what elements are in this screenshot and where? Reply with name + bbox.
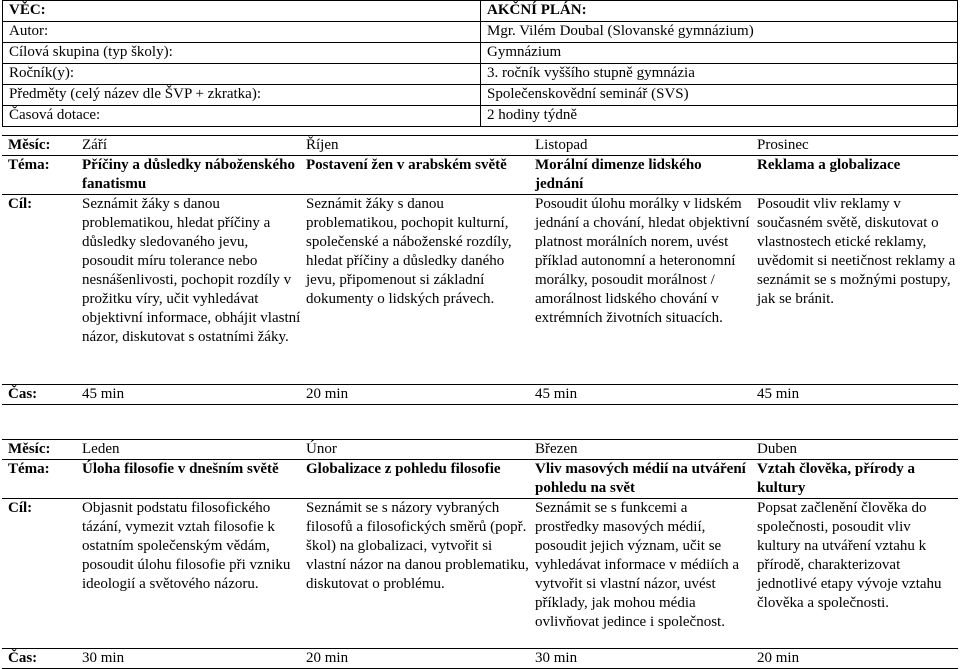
- topic-cell: Morální dimenze lidského jednání: [533, 156, 755, 195]
- header-label: Předměty (celý název dle ŠVP + zkratka):: [3, 85, 481, 106]
- month-cell: Říjen: [304, 136, 533, 156]
- time-cell: 20 min: [755, 649, 958, 669]
- month-cell: Září: [78, 136, 304, 156]
- topic-cell: Vztah člověka, přírody a kultury: [755, 460, 958, 499]
- goal-cell: Seznámit žáky s danou problematikou, pochopit kulturní, společenské a náboženské rozdíly, hledat příčiny a důsledky daného jevu, připomenout si základní dokumenty o lidských právech.: [304, 195, 533, 385]
- header-value: Gymnázium: [481, 43, 958, 64]
- time-label: Čas:: [2, 649, 78, 669]
- time-cell: 20 min: [304, 385, 533, 405]
- goal-label: Cíl:: [2, 499, 78, 649]
- topic-row: [2, 460, 958, 499]
- header-value: AKČNÍ PLÁN:: [481, 1, 958, 22]
- topic-cell: Globalizace z pohledu filosofie: [304, 460, 533, 499]
- topic-cell: Postavení žen v arabském světě: [304, 156, 533, 195]
- topic-cell: Úloha filosofie v dnešním světě: [78, 460, 304, 499]
- goal-cell: Seznámit se s názory vybraných filosofů a filosofických směrů (popř. škol) na globalizaci, vytvořit si vlastní názor na danou problematiku, diskutovat o problému.: [304, 499, 533, 649]
- time-cell: 45 min: [533, 385, 755, 405]
- goal-label: Cíl:: [2, 195, 78, 385]
- month-cell: Prosinec: [755, 136, 958, 156]
- header-value: 3. ročník vyššího stupně gymnázia: [481, 64, 958, 85]
- header-row: [3, 43, 958, 64]
- goal-cell: Posoudit vliv reklamy v současném světě, diskutovat o vlastnostech etické reklamy, uvědomit si neetičnost reklamy a seznámit se s možnými postupy, jak se bránit.: [755, 195, 958, 385]
- header-table: [2, 0, 958, 127]
- goal-cell: Posoudit úlohu morálky v lidském jednání a chování, hledat objektivní platnost morálních norem, uvést příklad autonomní a heteronomní morálky, posoudit morálnost / amorálnost lidského chování v extrémních životních situacích.: [533, 195, 755, 385]
- header-value: 2 hodiny týdně: [481, 106, 958, 127]
- month-row: [2, 136, 958, 156]
- header-label: Cílová skupina (typ školy):: [3, 43, 481, 64]
- goal-cell: Seznámit se s funkcemi a prostředky masových médií, posoudit jejich význam, učit se vyhledávat informace v médiích a vytvořit si vlastní názor, uvést příklady, jak mohou média ovlivňovat jedince i společnost.: [533, 499, 755, 649]
- time-cell: 45 min: [755, 385, 958, 405]
- time-row: [2, 649, 958, 669]
- time-cell: 20 min: [304, 649, 533, 669]
- topic-cell: Reklama a globalizace: [755, 156, 958, 195]
- goal-cell: Objasnit podstatu filosofického tázání, vymezit vztah filosofie k ostatním společenským vědám, posoudit úlohu filosofie při vzniku ideologií a světového názoru.: [78, 499, 304, 649]
- header-label: VĚC:: [3, 1, 481, 22]
- header-value: Mgr. Vilém Doubal (Slovanské gymnázium): [481, 22, 958, 43]
- plan-table-autumn: [2, 135, 958, 405]
- goal-cell: Popsat začlenění člověka do společnosti, posoudit vliv kultury na utváření vztahu k přírodě, charakterizovat jednotlivé etapy vývoje vztahu člověka a společnosti.: [755, 499, 958, 649]
- header-row: [3, 85, 958, 106]
- month-cell: Březen: [533, 440, 755, 460]
- topic-label: Téma:: [2, 460, 78, 499]
- topic-label: Téma:: [2, 156, 78, 195]
- header-value: Společenskovědní seminář (SVS): [481, 85, 958, 106]
- month-label: Měsíc:: [2, 136, 78, 156]
- time-cell: 30 min: [78, 649, 304, 669]
- header-row: [3, 1, 958, 22]
- time-label: Čas:: [2, 385, 78, 405]
- goal-cell: Seznámit žáky s danou problematikou, hledat příčiny a důsledky sledovaného jevu, posoudit míru tolerance nebo nesnášenlivosti, pochopit rozdíly v prožitku víry, učit vyhledávat objektivní informace, obhájit vlastní názor, diskutovat s ostatními žáky.: [78, 195, 304, 385]
- goal-row: [2, 499, 958, 649]
- header-label: Časová dotace:: [3, 106, 481, 127]
- topic-cell: Příčiny a důsledky náboženského fanatismu: [78, 156, 304, 195]
- month-label: Měsíc:: [2, 440, 78, 460]
- topic-cell: Vliv masových médií na utváření pohledu na svět: [533, 460, 755, 499]
- month-cell: Duben: [755, 440, 958, 460]
- header-label: Ročník(y):: [3, 64, 481, 85]
- topic-row: [2, 156, 958, 195]
- time-cell: 30 min: [533, 649, 755, 669]
- goal-row: [2, 195, 958, 385]
- month-cell: Listopad: [533, 136, 755, 156]
- plan-table-spring: [2, 439, 958, 669]
- header-label: Autor:: [3, 22, 481, 43]
- month-cell: Leden: [78, 440, 304, 460]
- header-row: [3, 22, 958, 43]
- header-row: [3, 64, 958, 85]
- month-row: [2, 440, 958, 460]
- time-cell: 45 min: [78, 385, 304, 405]
- header-row: [3, 106, 958, 127]
- month-cell: Únor: [304, 440, 533, 460]
- time-row: [2, 385, 958, 405]
